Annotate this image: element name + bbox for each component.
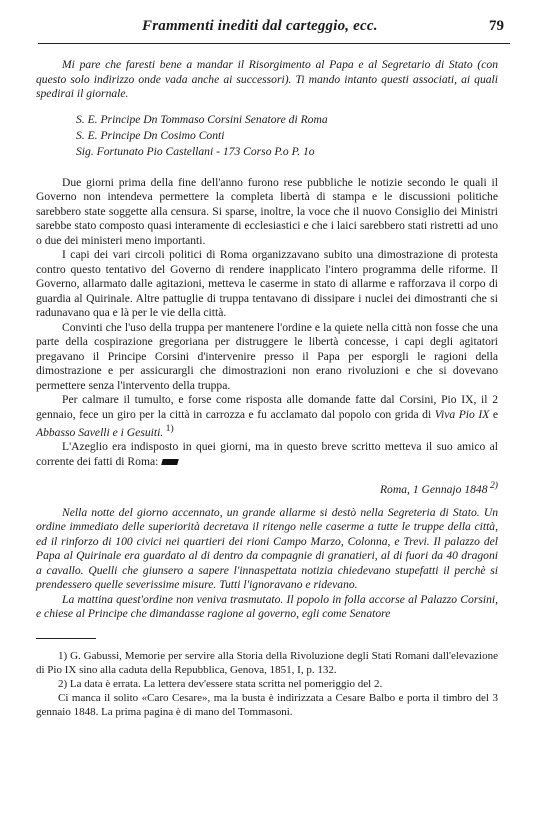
footnote: 1) G. Gabussi, Memorie per servire alla Storia della Rivoluzione degli Stati Romani dall'elevazione di Pio IX sino alla caduta della Repubblica, Genova, 1851, I, p. 132. bbox=[36, 649, 498, 676]
address-list bbox=[36, 112, 498, 160]
footnote-ref: 1) bbox=[163, 423, 174, 434]
address-line: S. E. Principe Dn Cosimo Conti bbox=[76, 128, 225, 142]
letter-dateline bbox=[36, 479, 498, 497]
letter-paragraph: Mi pare che faresti bene a mandar il Risorgimento al Papa e al Segretario di Stato (con questo solo indirizzo onde vada anche ai successori). Ti mando intanto questi associati, ai quali spedirai il giornale. bbox=[36, 58, 498, 100]
header-rule bbox=[38, 43, 510, 44]
text-run: e bbox=[489, 407, 498, 421]
address-line: Sig. Fortunato Pio Castellani - 173 Corso P.o P. 1o bbox=[76, 144, 315, 158]
body-paragraph: Convinti che l'uso della truppa per mantenere l'ordine e la quiete nella città non fosse che una parte della cospirazione gregoriana per distruggere le libertà concesse, i capi degli agitatori pregavano il Principe Corsini d'intervenire presso il Papa per esporgli le ragioni della dimostrazione e per assicurargli che dimostrazioni non erano rivoluzioni e che si dovevano permettere senza l'intervento della truppa. bbox=[36, 320, 498, 392]
body-paragraph: Due giorni prima della fine dell'anno furono rese pubbliche le notizie secondo le quali il Governo non intendeva permettere la completa libertà di stampa e le discussioni politiche sarebbero state soggette alla censura. Si sparse, inoltre, la voce che il nuovo Consiglio dei Ministri sarebbe stato composto quasi interamente di ecclesiastici e che i laici sarebbero stati ristretti ad uno o due dei ministeri meno importanti. bbox=[36, 175, 498, 247]
running-head: Frammenti inediti dal carteggio, ecc. bbox=[142, 18, 378, 34]
ink-blot bbox=[162, 459, 180, 465]
footnote: Ci manca il solito «Caro Cesare», ma la busta è indirizzata a Cesare Balbo e porta il timbro del 3 gennaio 1848. La prima pagina è di mano del Tommasoni. bbox=[36, 691, 498, 718]
footnote-rule bbox=[36, 638, 96, 639]
text-run: L'Azeglio era indisposto in quei giorni, ma in questo breve scritto metteva il suo amico al corrente dei fatti di Roma: bbox=[36, 440, 498, 468]
body-paragraph-calm bbox=[36, 393, 498, 440]
footnote: 2) La data è errata. La lettera dev'essere stata scritta nel pomeriggio del 2. bbox=[58, 677, 383, 690]
cry-text: Abbasso Savelli e i Gesuiti. bbox=[36, 425, 164, 439]
footnote-ref: 2) bbox=[487, 480, 498, 492]
cry-text: Viva Pio IX bbox=[434, 407, 490, 421]
text-run: Per calmare il tumulto, e forse come risposta alle domande fatte dal Corsini, Pio IX, il 2 gennaio, fece un giro per la città in carrozza e fu acclamato dal popolo con grida di bbox=[36, 393, 498, 421]
body-paragraph: I capi dei vari circoli politici di Roma organizzavano subito una dimostrazione di protesta contro questo tentativo del Governo di rendere inapplicato l'intero programma delle riforme. Il Governo, allarmato dalle agitazioni, metteva le caserme in stato di allarme e rafforzava il corpo di guardia al Quirinale. Altre pattuglie di truppa tentavano di dissipare i nuclei dei dimostranti che si radunavano qua e là per le vie della città. bbox=[36, 248, 498, 319]
page-body bbox=[36, 58, 498, 719]
page-header bbox=[38, 18, 504, 40]
quote-paragraph: La mattina quest'ordine non veniva trasmutato. Il popolo in folla accorse al Palazzo Corsini, e chiese al Principe che dimandasse ragione al governo, egli come Senatore bbox=[36, 592, 498, 621]
address-line: S. E. Principe Dn Tommaso Corsini Senatore di Roma bbox=[76, 112, 328, 126]
page-number: 79 bbox=[489, 18, 504, 34]
quote-paragraph: Nella notte del giorno accennato, un grande allarme si destò nella Segreteria di Stato. Un ordine immediato delle superiorità decretava il ritengo nelle caserme a tutte le truppe della città, ed il rinforzo di 100 civici nei quartieri dei rioni Campo Marzo, Colonna, e Trevi. Il palazzo del Papa al Quirinale era guardato al di dentro da compagnie di granatieri, al di fuori da 40 dragoni a cavallo. Quelli che giunsero a sapere l'innaspettata notizia chiedevano stupefatti il perchè si prendessero quelle severissime misure. Tutti l'ignoravano e ridevano. bbox=[36, 505, 498, 592]
dateline-text: Roma, 1 Gennajo 1848 bbox=[379, 483, 488, 497]
body-paragraph-azeglio bbox=[36, 440, 498, 469]
